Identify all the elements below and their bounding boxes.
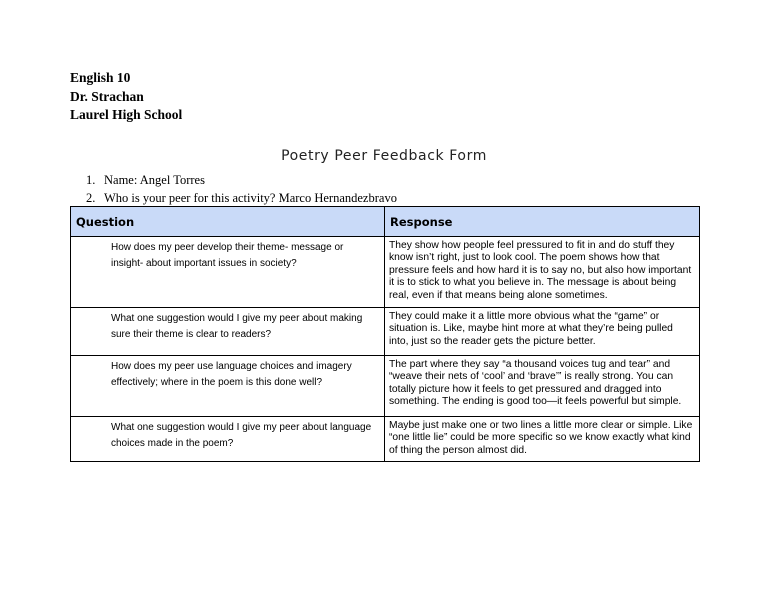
form-title-text: Poetry Peer Feedback Form (281, 148, 487, 164)
school-name: Laurel High School (70, 107, 183, 122)
response-cell[interactable]: They could make it a little more obvious what the “game” or situation is. Like, maybe hint more at what they’re being pulled into, just so the reader gets the picture better. (385, 308, 700, 356)
question-text: How does my peer use language choices and imagery effectively; where in the poem is this done well? (111, 361, 352, 388)
question-text: How does my peer develop their theme- message or insight- about important issues in society? (111, 242, 344, 269)
question-header: Question (71, 207, 385, 237)
table-row (71, 356, 700, 417)
list-item-peer (86, 190, 397, 208)
list-number: 2. (86, 190, 96, 205)
course-name: English 10 (70, 70, 131, 85)
response-cell[interactable]: They show how people feel pressured to fit in and do stuff they know isn’t right, just to look cool. The poem shows how that pressure feels and how hard it is to say no, but also how important it is to stick to what you believe in. The message is about being real, even if that means being alone sometimes. (385, 237, 700, 308)
question-cell (71, 308, 385, 356)
list-text: Name: Angel Torres (104, 173, 205, 187)
table-row (71, 417, 700, 462)
numbered-list (86, 172, 397, 207)
table-row (71, 237, 700, 308)
question-text: What one suggestion would I give my peer about language choices made in the poem? (111, 422, 372, 449)
question-cell (71, 356, 385, 417)
response-cell[interactable]: The part where they say “a thousand voices tug and tear” and “weave their nets of ‘cool’ and ‘brave’” is really strong. You can totally picture how it feels to get pressured and dragged into something. The ending is good too—it feels powerful but simple. (385, 356, 700, 417)
table-header-row (71, 207, 700, 237)
question-cell (71, 237, 385, 308)
table-row (71, 308, 700, 356)
response-cell[interactable]: Maybe just make one or two lines a little more clear or simple. Like “one little lie” could be more specific so we know exactly what kind of thing the person almost did. (385, 417, 700, 462)
feedback-table (70, 206, 700, 462)
list-text: Who is your peer for this activity? Marco Hernandezbravo (104, 190, 397, 205)
list-number: 1. (86, 173, 96, 187)
teacher-name: Dr. Strachan (70, 88, 144, 104)
question-text: What one suggestion would I give my peer about making sure their theme is clear to readers? (111, 313, 363, 340)
question-cell (71, 417, 385, 462)
response-header: Response (385, 207, 700, 237)
form-title (0, 148, 768, 164)
list-item-name (86, 172, 397, 190)
document-header (70, 69, 182, 125)
